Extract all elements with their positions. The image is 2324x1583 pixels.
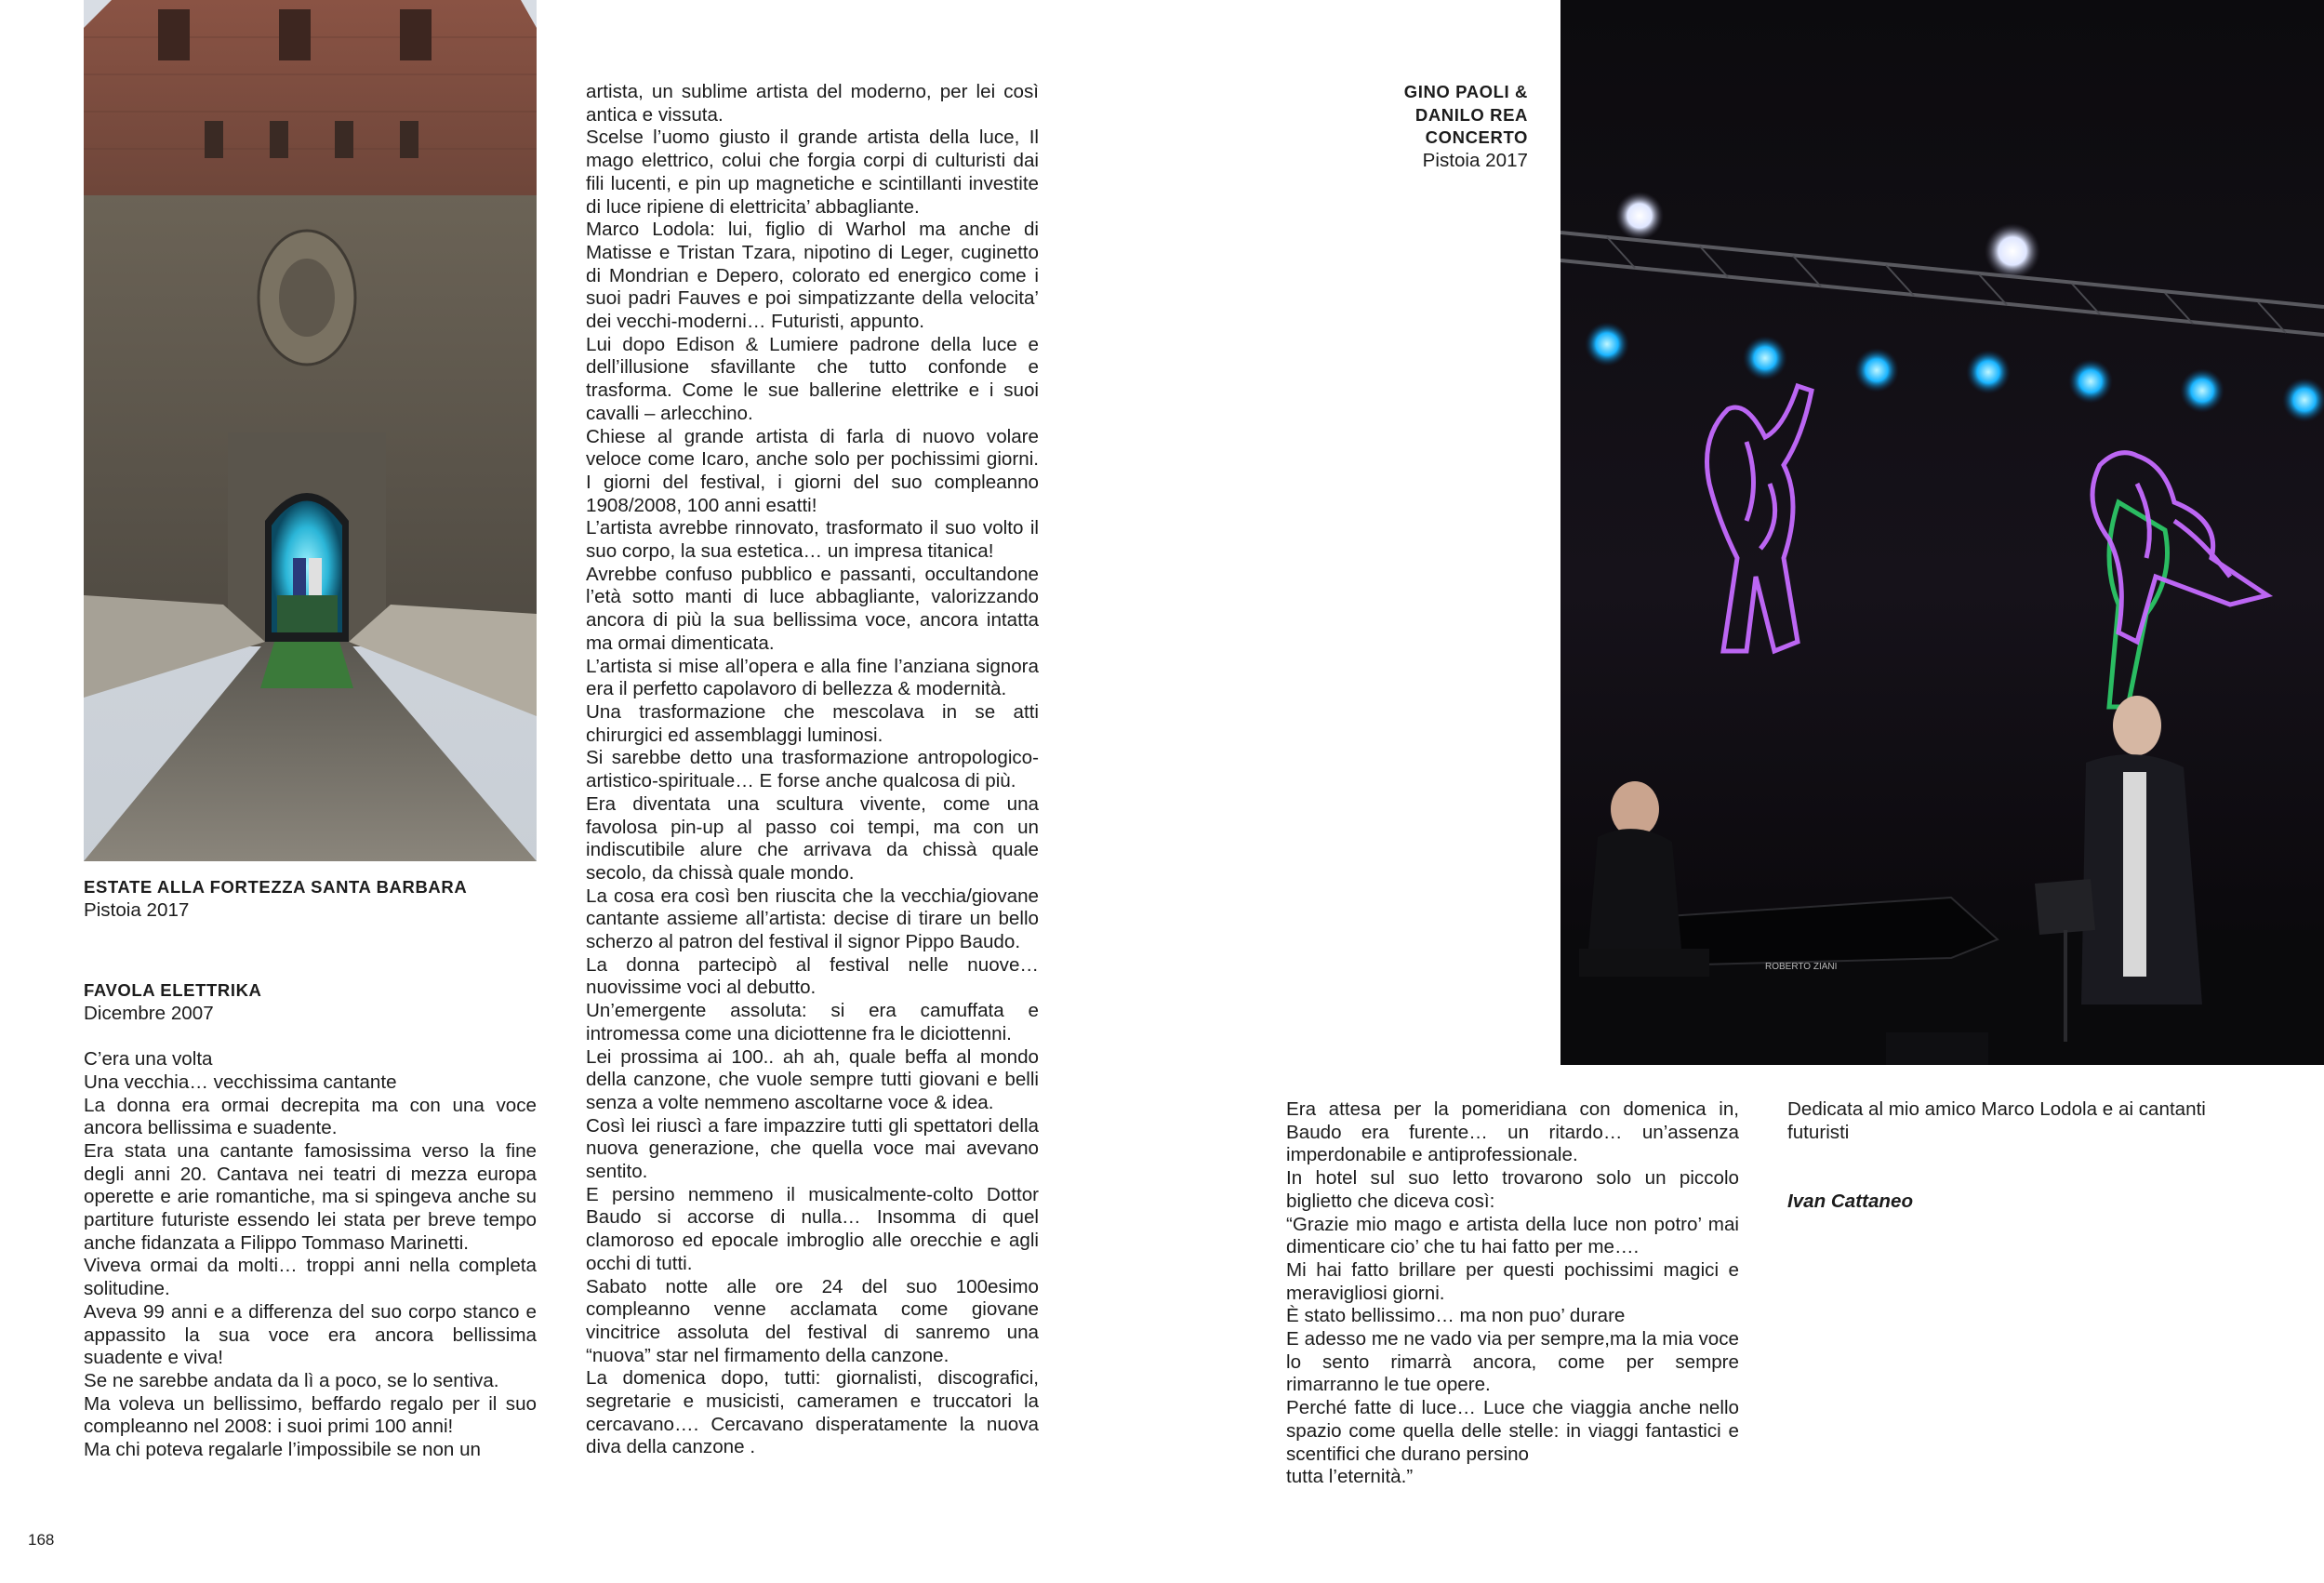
- piano-brand-label: ROBERTO ZIANI: [1765, 962, 1838, 972]
- concert-caption-title-line: DANILO REA: [1414, 104, 1528, 125]
- story-paragraph: La cosa era così ben riuscita che la vecchia/giovane cantante assieme all’artista: decise di tirare un bello scherzo al patron del festival il signor Pippo Baudo.: [586, 885, 1039, 953]
- story-paragraph: Era diventata una scultura vivente, come una favolosa pin-up al passo coi tempi, ma con un indiscutibile alure che arrivava da chissà quale secolo, da chissà quale mondo.: [586, 792, 1039, 884]
- story-paragraph: La donna era ormai decrepita ma con una voce ancora bellissima e suadente.: [84, 1094, 537, 1139]
- story-paragraph: Sabato notte alle ore 24 del suo 100esimo compleanno venne acclamata come giovane vincitrice assoluta del festival di sanremo una “nuova” star nel firmamento della canzone.: [586, 1275, 1039, 1366]
- story-paragraph: Lei prossima ai 100.. ah ah, quale beffa al mondo della canzone, che vuole sempre tutti giovani e belli senza a volte nemmeno ascoltarne voce & idea.: [586, 1045, 1039, 1113]
- fortress-caption-place: Pistoia 2017: [84, 898, 190, 921]
- story-column-2: [586, 81, 1039, 1459]
- story-paragraph: E adesso me ne vado via per sempre,ma la mia voce lo sento rimarrà ancora, come per sempre rimarranno le tue opere.: [1286, 1328, 1739, 1396]
- story-paragraph: Ma chi poteva regalarle l’impossibile se non un: [84, 1439, 481, 1461]
- concert-caption-place: Pistoia 2017: [1422, 150, 1528, 172]
- story-paragraph: Perché fatte di luce… Luce che viaggia anche nello spazio come quella delle stelle: in viaggi fantastici e scentifici che durano persino: [1286, 1397, 1739, 1465]
- concert-photo: [1560, 0, 2324, 1065]
- story-paragraph: tutta l’eternità.”: [1286, 1466, 1414, 1488]
- story-paragraph: Viveva ormai da molti… troppi anni nella completa solitudine.: [84, 1255, 537, 1300]
- story-paragraph: L’artista avrebbe rinnovato, trasformato il suo volto il suo corpo, la sua estetica… un impresa titanica!: [586, 517, 1039, 563]
- story-paragraph: Avrebbe confuso pubblico e passanti, occultandone l’età sotto manti di luce abbagliante, valorizzando ancora di più la sua bellissima voce, ancora intatta ma ormai dimenticata.: [586, 563, 1039, 654]
- story-paragraph: Ma voleva un bellissimo, beffardo regalo per il suo compleanno nel 2008: i suoi primi 100 anni!: [84, 1392, 537, 1438]
- story-paragraph: È stato bellissimo… ma non puo’ durare: [1286, 1305, 1626, 1327]
- story-paragraph: Mi hai fatto brillare per questi pochissimi magici e meravigliosi giorni.: [1286, 1258, 1739, 1304]
- story-paragraph: Si sarebbe detto una trasformazione antropologico-artistico-spirituale… E forse anche qualcosa di più.: [586, 747, 1039, 792]
- story-paragraph: Chiese al grande artista di farla di nuovo volare veloce come Icaro, anche solo per pochissimi giorni. I giorni del festival, i giorni del suo compleanno 1908/2008, 100 anni esatti!: [586, 425, 1039, 516]
- story-paragraph: In hotel sul suo letto trovarono solo un piccolo biglietto che diceva così:: [1286, 1167, 1739, 1212]
- story-column-4: [1787, 1098, 2252, 1213]
- story-column-1: [84, 979, 537, 1462]
- story-date: Dicembre 2007: [84, 1002, 214, 1024]
- story-paragraph: Marco Lodola: lui, figlio di Warhol ma anche di Matisse e Tristan Tzara, nipotino di Leger, cuginetto di Mondrian e Depero, colorato ed energico come i suoi padri Fauves e poi simpatizzante della velocita’ dei vecchi-moderni… Futuristi, appunto.: [586, 219, 1039, 333]
- story-paragraph: Se ne sarebbe andata da lì a poco, se lo sentiva.: [84, 1369, 499, 1391]
- story-column-3: [1286, 1098, 1739, 1489]
- fortress-caption: [84, 876, 467, 922]
- story-paragraph: E persino nemmeno il musicalmente-colto Dottor Baudo si accorse di nulla… Insomma di quel clamoroso ed epocale imbroglio alle orecchie e agli occhi di tutti.: [586, 1183, 1039, 1274]
- story-paragraph: Così lei riuscì a fare impazzire tutti gli spettatori della nuova generazione, che quella voce mai avevano sentito.: [586, 1114, 1039, 1183]
- story-paragraph: Un’emergente assoluta: si era camuffata e intromessa come una diciottenne fra le diciottenni.: [586, 1000, 1039, 1044]
- story-paragraph: Una vecchia… vecchissima cantante: [84, 1071, 397, 1093]
- story-paragraph: L’artista si mise all’opera e alla fine l’anziana signora era il perfetto capolavoro di bellezza & modernità.: [586, 655, 1039, 700]
- story-paragraph: Una trasformazione che mescolava in se atti chirurgici ed assemblaggi luminosi.: [586, 700, 1039, 746]
- story-paragraph: La domenica dopo, tutti: giornalisti, discografici, segretarie e musicisti, cameramen e truccatori la cercavano…. Cercavano disperatamente la nuova diva della canzone .: [586, 1367, 1039, 1458]
- story-paragraph: “Grazie mio mago e artista della luce non potro’ mai dimenticare cio’ che tu hai fatto per me….: [1286, 1213, 1739, 1258]
- story-paragraph: Era stata una cantante famosissima verso la fine degli anni 20. Cantava nei teatri di mezza europa operette e arie romantiche, ma si spingeva anche su partiture futuriste essendo lei stata per breve tempo anche fidanzata a Filippo Tommaso Marinetti.: [84, 1139, 537, 1254]
- story-paragraph: Scelse l’uomo giusto il grande artista della luce, Il mago elettrico, colui che forgia corpi di culturisti dai fili lucenti, e pin up magnetiche e scintillanti investite di luce ripiene di elettricita’ abbagliante.: [586, 126, 1039, 218]
- author-signature: Ivan Cattaneo: [1787, 1190, 1914, 1212]
- story-paragraph: Era attesa per la pomeridiana con domenica in, Baudo era furente… un ritardo… un’assenza imperdonabile e antiprofessionale.: [1286, 1098, 1739, 1166]
- story-paragraph: C’era una volta: [84, 1048, 213, 1071]
- story-paragraph: La donna partecipò al festival nelle nuove… nuovissime voci al debutto.: [586, 953, 1039, 999]
- story-paragraph: artista, un sublime artista del moderno, per lei così antica e vissuta.: [586, 81, 1039, 126]
- fortress-caption-title: ESTATE ALLA FORTEZZA SANTA BARBARA: [84, 877, 468, 897]
- concert-caption: [1283, 81, 1528, 173]
- story-paragraph: Aveva 99 anni e a differenza del suo corpo stanco e appassito la sua voce era ancora bellissima suadente e viva!: [84, 1300, 537, 1369]
- fortress-photo: [84, 0, 537, 861]
- concert-caption-title-line: GINO PAOLI &: [1403, 82, 1528, 101]
- story-title: FAVOLA ELETTRIKA: [84, 980, 262, 1000]
- page-number: 168: [28, 1531, 55, 1549]
- concert-caption-title-line: CONCERTO: [1425, 127, 1528, 148]
- story-paragraph: Lui dopo Edison & Lumiere padrone della luce e dell’illusione sfavillante che tutto confonde e trasforma. Come le sue ballerine elettrike e i suoi cavalli – arlecchino.: [586, 333, 1039, 424]
- dedication: Dedicata al mio amico Marco Lodola e ai cantanti futuristi: [1787, 1098, 2206, 1143]
